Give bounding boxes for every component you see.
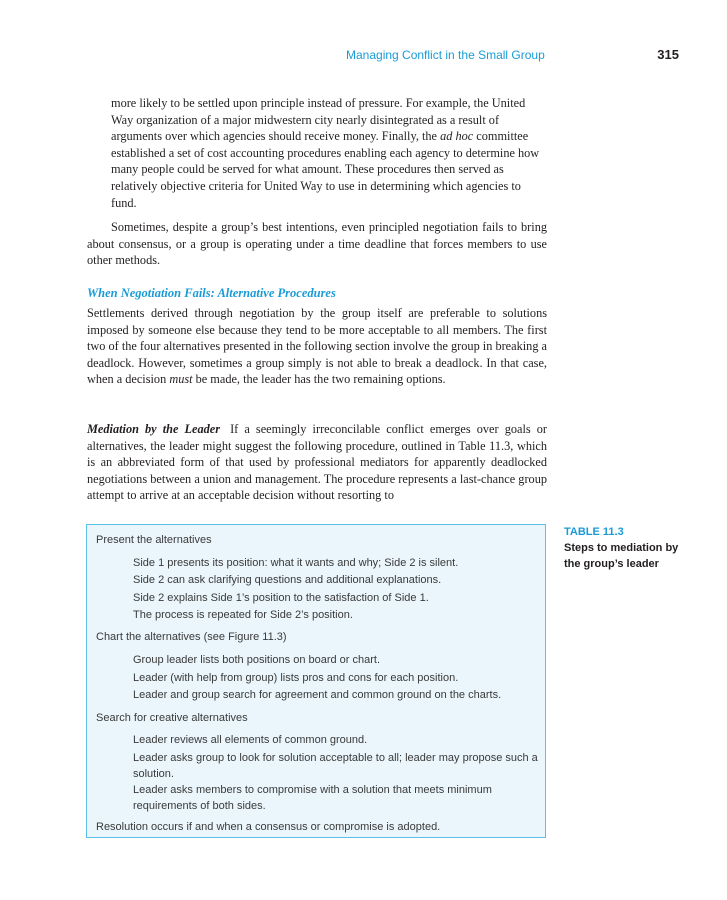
table-step-2-item: Leader and group search for agreement and common ground on the charts.	[133, 689, 502, 701]
table-step-1-item: Side 2 can ask clarifying questions and additional explanations.	[133, 574, 442, 586]
page-number: 315	[657, 47, 679, 62]
table-step-3-item: Leader reviews all elements of common ground.	[133, 734, 368, 746]
paragraph-4	[87, 421, 547, 504]
table-step-1-title: Present the alternatives	[96, 534, 212, 546]
table-step-3-item: Leader asks members to compromise with a solution that meets minimum requirements of both sides.	[133, 784, 492, 812]
continued-paragraph-text: more likely to be settled upon principle instead of pressure. For example, the United Way organization of a major midwestern city nearly disintegrated as a result of arguments over which agencies should receive money. Finally, the	[111, 96, 526, 144]
table-step-1-item: The process is repeated for Side 2’s position.	[133, 609, 353, 621]
paragraph-3-italic: must	[169, 372, 193, 387]
continued-paragraph	[111, 95, 547, 211]
table-number: TABLE 11.3	[564, 526, 624, 538]
table-step-1-item: Side 1 presents its position: what it wants and why; Side 2 is silent.	[133, 557, 459, 569]
paragraph-4-runin-heading: Mediation by the Leader	[87, 422, 221, 436]
table-step-2-item: Group leader lists both positions on board or chart.	[133, 654, 381, 666]
paragraph-2	[87, 219, 547, 269]
paragraph-3	[87, 305, 547, 388]
paragraph-2-text: Sometimes, despite a group’s best intentions, even principled negotiation fails to bring about consensus, or a group is operating under a time deadline that forces members to use other methods.	[87, 220, 547, 268]
continued-paragraph-italic: ad hoc	[440, 129, 474, 144]
table-step-2-item: Leader (with help from group) lists pros and cons for each position.	[133, 672, 459, 684]
table-step-2-title: Chart the alternatives (see Figure 11.3)	[96, 631, 287, 643]
paragraph-4-text: If a seemingly irreconcilable conflict emerges over goals or alternatives, the leader might suggest the following procedure, outlined in Table 11.3, which is an abbreviated form of that used by professional mediators for apparently deadlocked negotiations between a union and management. The procedure represents a last-chance group attempt to arrive at an acceptable decision without resorting to	[87, 422, 547, 503]
paragraph-3-after: be made, the leader has the two remaining options.	[195, 372, 446, 387]
table-caption: Steps to mediation by the group’s leader	[564, 542, 679, 570]
table-step-3-item: Leader asks group to look for solution acceptable to all; leader may propose such a solution.	[133, 752, 538, 780]
paragraph-3-before: Settlements derived through negotiation by the group itself are preferable to solutions imposed by someone else because they tend to be more acceptable to all members. The first two of the four alternatives presented in the following section involve the group in breaking a deadlock. However, sometimes a group simply is not able to break a deadlock. In that case, when a decision	[87, 306, 547, 387]
mediation-table	[86, 524, 546, 838]
running-head: Managing Conflict in the Small Group	[346, 48, 545, 62]
table-label	[564, 524, 684, 572]
continued-paragraph-rest: committee established a set of cost accounting procedures enabling each agency to determine how many people could be served for what amount. These procedures then served as relatively objective criteria for United Way to use in determining which agencies to fund.	[111, 129, 540, 210]
table-step-3-title: Search for creative alternatives	[96, 712, 248, 724]
table-step-1-item: Side 2 explains Side 1’s position to the satisfaction of Side 1.	[133, 592, 429, 604]
table-resolution: Resolution occurs if and when a consensus or compromise is adopted.	[96, 821, 441, 833]
section-heading: When Negotiation Fails: Alternative Procedures	[87, 286, 336, 300]
